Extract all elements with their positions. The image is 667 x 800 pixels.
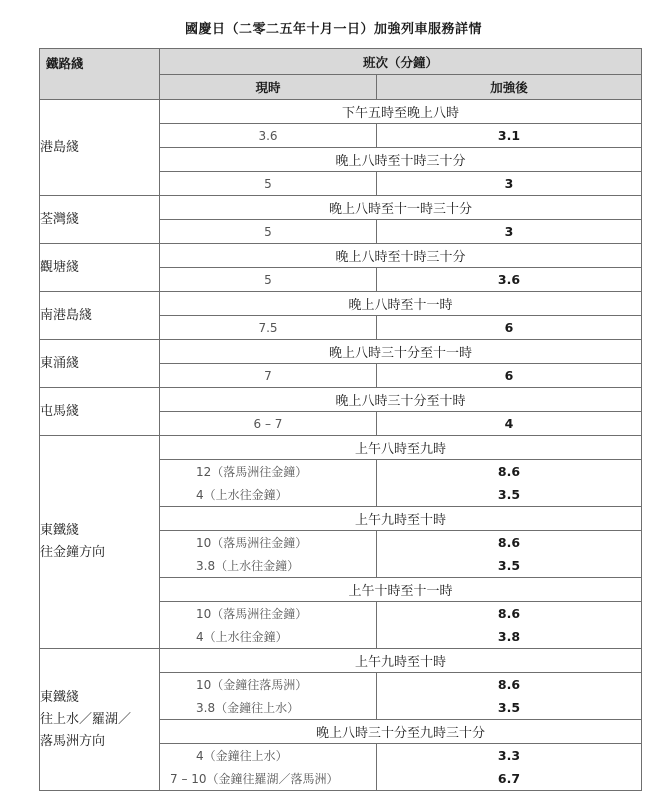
enhanced-frequency: 3.1 (377, 124, 642, 148)
enhanced-frequency: 3.6 (377, 268, 642, 292)
current-frequency: 3.6 (160, 124, 377, 148)
period-time: 下午五時至晚上八時 (160, 100, 642, 124)
enhanced-frequency: 8.6 (377, 531, 642, 555)
enhanced-frequency: 4 (377, 412, 642, 436)
period-time: 晚上八時至十一時 (160, 292, 642, 316)
period-time: 上午十時至十一時 (160, 578, 642, 602)
period-time: 晚上八時至十一時三十分 (160, 196, 642, 220)
enhanced-frequency: 6 (377, 364, 642, 388)
line-name-part: 東鐵綫 (40, 689, 80, 705)
header-enhanced: 加強後 (377, 75, 642, 100)
period-time: 上午八時至九時 (160, 436, 642, 460)
enhanced-frequency: 3 (377, 172, 642, 196)
line-name-tsuen-wan: 荃灣綫 (40, 196, 160, 244)
period-time: 晚上八時三十分至九時三十分 (160, 720, 642, 744)
current-frequency: 4（上水往金鐘） (160, 625, 377, 649)
line-name-kwun-tong: 觀塘綫 (40, 244, 160, 292)
enhanced-frequency: 8.6 (377, 602, 642, 626)
period-time: 上午九時至十時 (160, 649, 642, 673)
header-line: 鐵路綫 (40, 49, 160, 100)
header-frequency: 班次（分鐘） (160, 49, 642, 75)
line-direction: 往上水／羅湖／ (40, 711, 132, 727)
current-frequency: 4（金鐘往上水） (160, 744, 377, 768)
page-title: 國慶日（二零二五年十月一日）加強列車服務詳情 (184, 22, 482, 37)
enhanced-frequency: 3 (377, 220, 642, 244)
current-frequency: 3.8（金鐘往上水） (160, 696, 377, 720)
line-name-east-rail-to-north (40, 649, 160, 791)
period-time: 上午九時至十時 (160, 507, 642, 531)
period-time: 晚上八時三十分至十一時 (160, 340, 642, 364)
current-frequency: 6 – 7 (160, 412, 377, 436)
current-frequency: 7 – 10（金鐘往羅湖／落馬洲） (160, 767, 377, 791)
enhanced-frequency: 3.5 (377, 554, 642, 578)
enhanced-frequency: 6.7 (377, 767, 642, 791)
current-frequency: 5 (160, 172, 377, 196)
period-time: 晚上八時至十時三十分 (160, 148, 642, 172)
current-frequency: 3.8（上水往金鐘） (160, 554, 377, 578)
line-name-tung-chung: 東涌綫 (40, 340, 160, 388)
line-direction: 往金鐘方向 (40, 545, 106, 560)
enhanced-frequency: 3.3 (377, 744, 642, 768)
service-table (39, 48, 642, 791)
line-name-east-rail-to-admiralty (40, 436, 160, 649)
current-frequency: 5 (160, 268, 377, 292)
current-frequency: 10（金鐘往落馬洲） (160, 673, 377, 697)
enhanced-frequency: 8.6 (377, 673, 642, 697)
line-direction: 落馬洲方向 (40, 733, 106, 749)
header-current: 現時 (160, 75, 377, 100)
enhanced-frequency: 3.5 (377, 483, 642, 507)
enhanced-frequency: 8.6 (377, 460, 642, 484)
line-name-tuen-ma: 屯馬綫 (40, 388, 160, 436)
current-frequency: 10（落馬洲往金鐘） (160, 602, 377, 626)
current-frequency: 7 (160, 364, 377, 388)
period-time: 晚上八時至十時三十分 (160, 244, 642, 268)
period-time: 晚上八時三十分至十時 (160, 388, 642, 412)
current-frequency: 10（落馬洲往金鐘） (160, 531, 377, 555)
current-frequency: 12（落馬洲往金鐘） (160, 460, 377, 484)
line-name-south-island: 南港島綫 (40, 292, 160, 340)
current-frequency: 4（上水往金鐘） (160, 483, 377, 507)
line-name-island: 港島綫 (40, 100, 160, 196)
enhanced-frequency: 3.5 (377, 696, 642, 720)
line-name-part: 東鐵綫 (40, 523, 80, 538)
current-frequency: 7.5 (160, 316, 377, 340)
enhanced-frequency: 3.8 (377, 625, 642, 649)
enhanced-frequency: 6 (377, 316, 642, 340)
current-frequency: 5 (160, 220, 377, 244)
